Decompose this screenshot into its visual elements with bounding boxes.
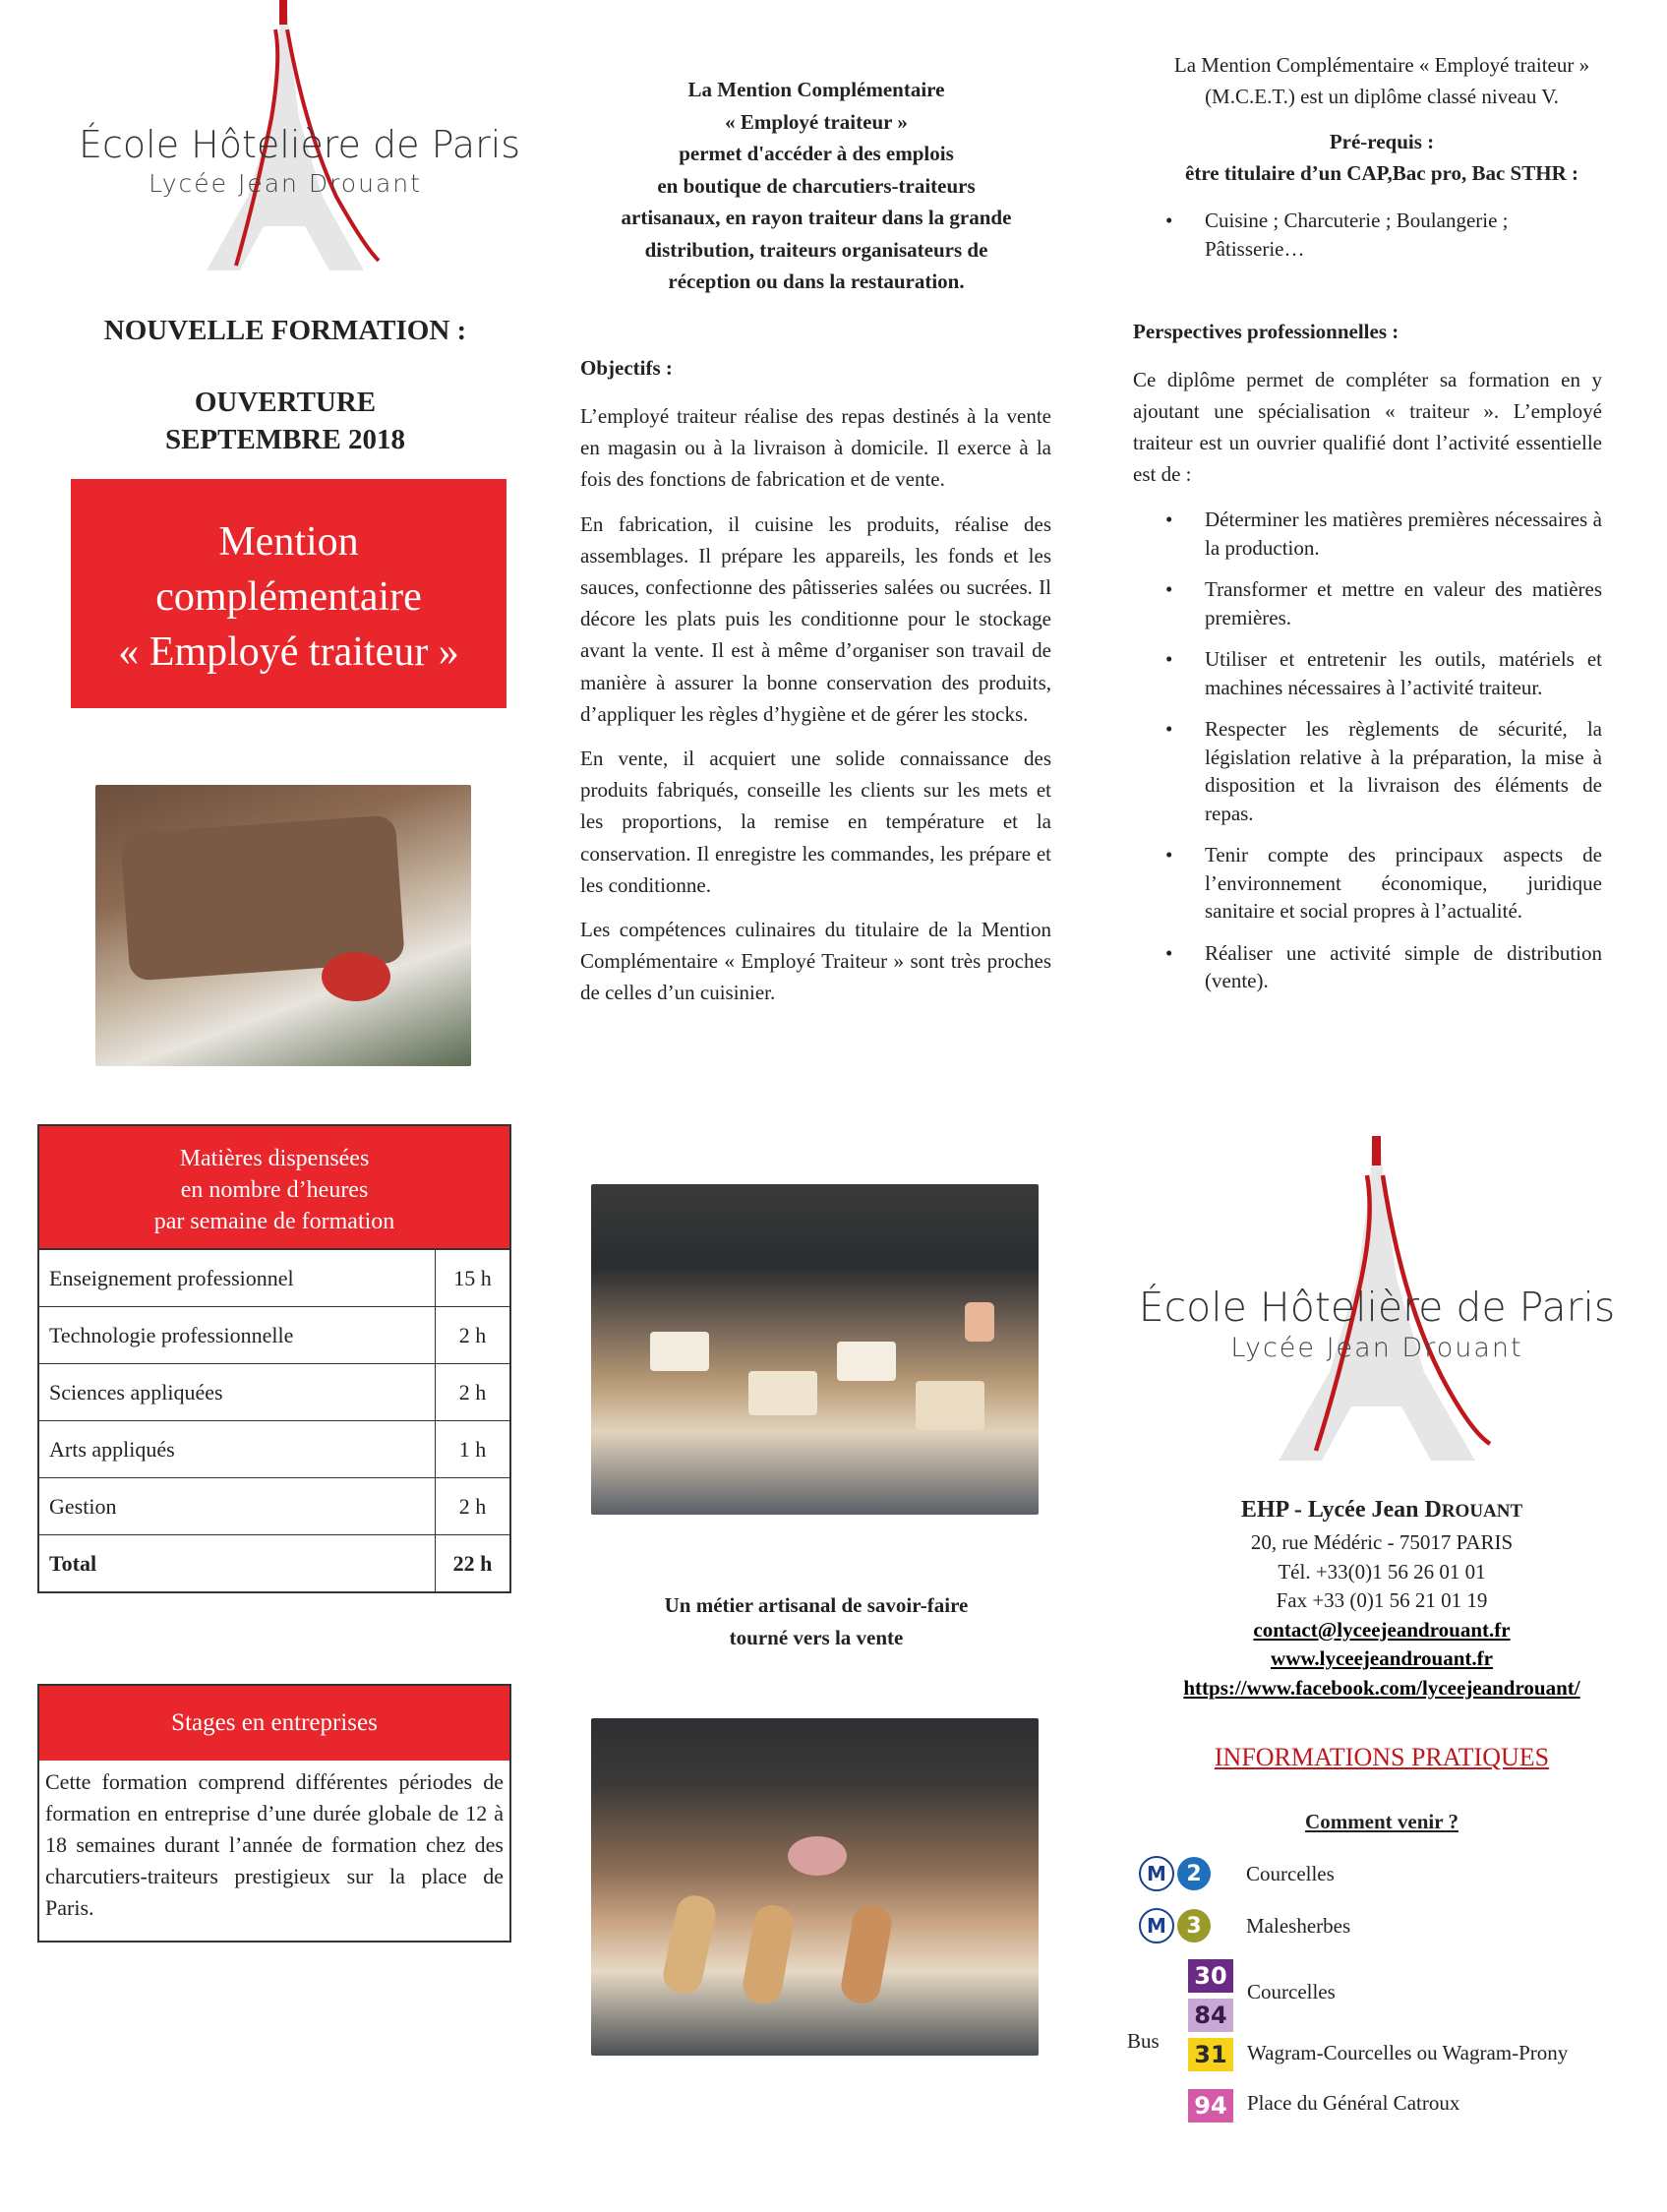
contact-name: EHP - Lycée Jean DROUANT [1240, 1497, 1523, 1523]
display-case-photo-2 [591, 1718, 1039, 2056]
school-name: École Hôtelière de Paris [79, 123, 521, 166]
photo-caption-line2: tourné vers la vente [729, 1626, 904, 1649]
bus-line-30: 30 [1188, 1959, 1233, 1993]
school-subtitle: Lycée Jean Drouant [149, 169, 422, 198]
intro-line: La Mention Complémentaire [687, 78, 945, 101]
diploma-line1: La Mention Complémentaire « Employé traiteur » [1173, 53, 1590, 77]
perspectives-intro: Ce diplôme permet de compléter sa formation en y ajoutant une spécialisation « traiteur ». L’employé traiteur est un ouvrier qualifié dont l’activité essentielle est de : [1133, 368, 1602, 486]
contact-address: 20, rue Médéric - 75017 PARIS [1250, 1530, 1514, 1554]
internship-text: Cette formation comprend différentes périodes de formation en entreprise d’une durée globale de 12 à 18 semaines durant l’année de formation chez des charcutiers-traiteurs prestigieux sur la place de Paris. [45, 1769, 504, 1920]
metro-line-3 [1139, 1908, 1350, 1943]
list-item: • Déterminer les matières premières nécessaires à la production. [1133, 506, 1602, 562]
banner-line3: « Employé traiteur » [118, 629, 459, 675]
table-row [38, 1307, 510, 1364]
facebook-link[interactable]: https://www.facebook.com/lyceejeandrouant/ [1183, 1675, 1580, 1700]
terrine-photo [95, 785, 471, 1066]
subject-name: Arts appliqués [38, 1421, 436, 1478]
metro-stop: Courcelles [1246, 1861, 1335, 1885]
subjects-table [37, 1248, 511, 1593]
list-item: • Respecter les règlements de sécurité, la législation relative à la préparation, la mise à disposition et la livraison des éléments de repas. [1133, 715, 1602, 827]
contact-fax: Fax +33 (0)1 56 21 01 19 [1276, 1588, 1488, 1612]
metro-line-badge: 3 [1177, 1909, 1211, 1943]
photo-caption-line1: Un métier artisanal de savoir-faire [664, 1593, 969, 1617]
metro-line-2 [1139, 1856, 1335, 1891]
bus-stop: Place du Général Catroux [1247, 2091, 1460, 2115]
display-case-photo-1 [591, 1184, 1039, 1515]
subject-hours: 2 h [436, 1307, 511, 1364]
school-subtitle: Lycée Jean Drouant [1230, 1333, 1523, 1363]
subject-name: Sciences appliquées [38, 1364, 436, 1421]
bus-line-31: 31 [1188, 2038, 1233, 2071]
prereq-text: être titulaire d’un CAP,Bac pro, Bac STHR : [1185, 161, 1578, 185]
objectives-paragraph: En fabrication, il cuisine les produits, réalise des assemblages. Il prépare les appareils, les fonds et les sauces, confectionne des pâtisseries salées ou sucrées. Il décore les plats puis les conditionne pour le stockage avant la vente. Il est à même d’organiser son travail de manière à assurer la bonne conservation des produits, d’appliquer les règles d’hygiène et de gérer les stocks. [580, 511, 1051, 726]
metro-line-badge: 2 [1177, 1857, 1211, 1890]
contact-block [1116, 1493, 1647, 1703]
mention-banner [71, 479, 506, 708]
info-title: INFORMATIONS PRATIQUES [1214, 1743, 1550, 1771]
new-training-label: NOUVELLE FORMATION : [103, 315, 467, 346]
banner-line2: complémentaire [155, 574, 422, 620]
list-item: • Utiliser et entretenir les outils, matériels et machines nécessaires à l’activité traiteur. [1133, 645, 1602, 701]
diploma-line2: (M.C.E.T.) est un diplôme classé niveau V. [1205, 85, 1559, 108]
table-row [38, 1478, 510, 1535]
metro-icon: M [1139, 1856, 1174, 1891]
objectives-paragraph: En vente, il acquiert une solide connaissance des produits fabriqués, conseille les clients sur les mets et les proportions, la remise en température et la conservation. Il enregistre les commandes, les prépare et les conditionne. [580, 747, 1051, 897]
objectives-body [580, 400, 1051, 1009]
contact-tel: Tél. +33(0)1 56 26 01 01 [1278, 1559, 1486, 1584]
table-row [38, 1249, 510, 1307]
opening-line2: SEPTEMBRE 2018 [164, 424, 406, 455]
school-logo-top [79, 0, 521, 275]
subjects-header-line3: par semaine de formation [153, 1209, 395, 1234]
subject-hours: 2 h [436, 1478, 511, 1535]
list-item: • Tenir compte des principaux aspects de l’environnement économique, juridique sanitaire et social propres à l’actualité. [1133, 841, 1602, 926]
objectives-paragraph: L’employé traiteur réalise des repas destinés à la vente en magasin ou à la livraison à domicile. Il exerce à la fois des fonctions de fabrication et de vente. [580, 404, 1051, 492]
subjects-header [37, 1124, 511, 1248]
prereq-item: • Cuisine ; Charcuterie ; Boulangerie ; Pâtisserie… [1133, 207, 1559, 264]
objectives-title: Objectifs : [580, 356, 673, 380]
intro-line: réception ou dans la restauration. [668, 269, 965, 293]
subject-name: Technologie professionnelle [38, 1307, 436, 1364]
total-hours: 22 h [436, 1535, 511, 1593]
internship-header: Stages en entreprises [39, 1686, 509, 1761]
subject-name: Gestion [38, 1478, 436, 1535]
school-name: École Hôtelière de Paris [1138, 1284, 1616, 1331]
internship-box [37, 1684, 511, 1943]
subject-hours: 2 h [436, 1364, 511, 1421]
subject-name: Enseignement professionnel [38, 1249, 436, 1307]
table-row [38, 1535, 510, 1593]
intro-block [551, 74, 1082, 298]
bus-label: Bus [1127, 2029, 1160, 2053]
subject-hours: 1 h [436, 1421, 511, 1478]
opening-line1: OUVERTURE [194, 387, 377, 418]
bus-stop: Courcelles [1247, 1980, 1336, 2003]
intro-line: distribution, traiteurs organisateurs de [644, 237, 988, 262]
banner-line1: Mention [218, 519, 359, 565]
subject-hours: 15 h [436, 1249, 511, 1307]
table-row [38, 1364, 510, 1421]
school-logo-bottom [1131, 1131, 1623, 1465]
bus-line-94: 94 [1188, 2089, 1233, 2122]
list-item: • Transformer et mettre en valeur des matières premières. [1133, 575, 1602, 631]
prereq-title: Pré-requis : [1329, 130, 1435, 153]
activities-list [1133, 506, 1602, 995]
intro-line: « Employé traiteur » [725, 109, 908, 134]
website-link[interactable]: www.lyceejeandrouant.fr [1271, 1646, 1493, 1670]
bus-stop: Wagram-Courcelles ou Wagram-Prony [1247, 2041, 1569, 2064]
intro-line: en boutique de charcutiers-traiteurs [657, 173, 976, 198]
bus-line-84: 84 [1188, 1999, 1233, 2032]
intro-line: artisanaux, en rayon traiteur dans la grande [621, 206, 1012, 229]
perspectives-title: Perspectives professionnelles : [1133, 320, 1399, 343]
metro-stop: Malesherbes [1246, 1913, 1351, 1938]
subjects-header-line1: Matières dispensées [179, 1146, 370, 1171]
how-title: Comment venir ? [1305, 1810, 1459, 1833]
metro-icon: M [1139, 1908, 1174, 1943]
total-label: Total [38, 1535, 436, 1593]
contact-email-link[interactable]: contact@lyceejeandrouant.fr [1253, 1617, 1511, 1642]
intro-line: permet d'accéder à des emplois [679, 142, 954, 165]
objectives-paragraph: Les compétences culinaires du titulaire de la Mention Complémentaire « Employé Traiteur » sont très proches de celles d’un cuisinier. [580, 918, 1051, 1005]
subjects-header-line2: en nombre d’heures [180, 1177, 369, 1203]
list-item: • Réaliser une activité simple de distribution (vente). [1133, 939, 1602, 995]
table-row [38, 1421, 510, 1478]
